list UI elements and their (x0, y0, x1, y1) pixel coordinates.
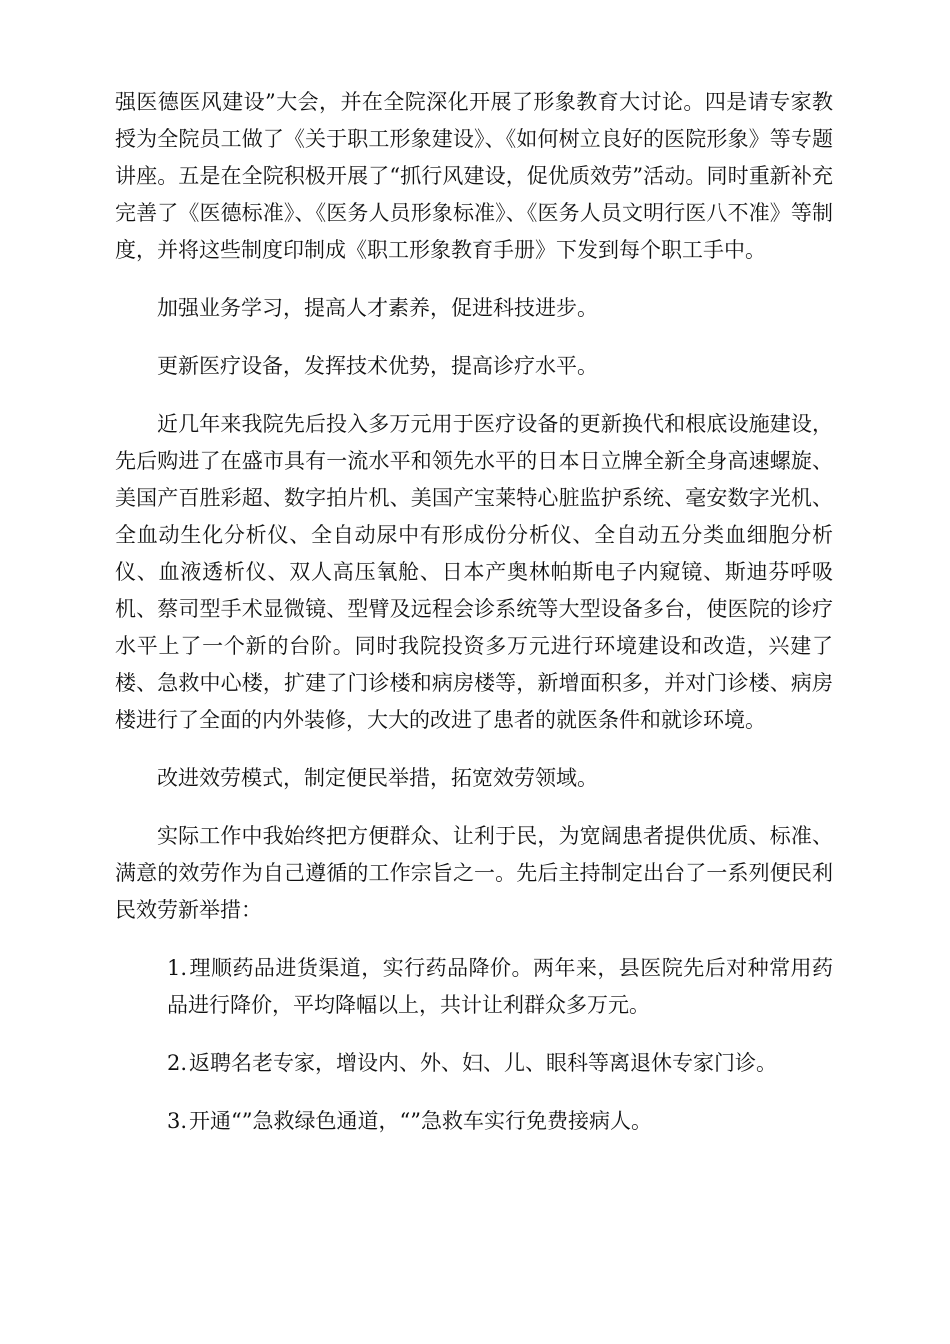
paragraph-service-measures: 实际工作中我始终把方便群众、让利于民，为宽阔患者提供优质、标准、满意的效劳作为自己遵循的工作宗旨之一。先后主持制定出台了一系列便民利民效劳新举措： (115, 824, 833, 922)
list-item-number: 1. (167, 956, 188, 980)
list-item (115, 1045, 833, 1082)
list-item (115, 950, 833, 1024)
paragraph-image-campaign: 强医德医风建设”大会，并在全院深化开展了形象教育大讨论。四是请专家教授为全院员工做了《关于职工形象建设》、《如何树立良好的医院形象》等专题讲座。五是在全院积极开展了“抓行风建设，促优质效劳”活动。同时重新补充完善了《医德标准》、《医务人员形象标准》、《医务人员文明行医八不准》等制度，并将这些制度印制成《职工形象教育手册》下发到每个职工手中。 (115, 90, 833, 262)
list-item-number: 3. (167, 1109, 188, 1133)
list-item-number: 2. (167, 1051, 188, 1075)
list-item-text: 返聘名老专家，增设内、外、妇、儿、眼科等离退休专家门诊。 (189, 1051, 778, 1075)
list-item (115, 1103, 833, 1140)
paragraph-heading-equipment: 更新医疗设备，发挥技术优势，提高诊疗水平。 (157, 354, 598, 378)
paragraph-equipment-investment: 近几年来我院先后投入多万元用于医疗设备的更新换代和根底设施建设，先后购进了在盛市具有一流水平和领先水平的日本日立牌全新全身高速螺旋、美国产百胜彩超、数字拍片机、美国产宝莱特心脏监护系统、毫安数字光机、全血动生化分析仪、全自动尿中有形成份分析仪、全自动五分类血细胞分析仪、血液透析仪、双人高压氧舱、日本产奥林帕斯电子内窥镜、斯迪芬呼吸机、蔡司型手术显微镜、型臂及远程会诊系统等大型设备多台，使医院的诊疗水平上了一个新的台阶。同时我院投资多万元进行环境建设和改造，兴建了楼、急救中心楼，扩建了门诊楼和病房楼等，新增面积多，并对门诊楼、病房楼进行了全面的内外装修，大大的改进了患者的就医条件和就诊环境。 (115, 412, 833, 732)
list-item-text: 开通“”急救绿色通道，“”急救车实行免费接病人。 (189, 1109, 652, 1133)
list-item-text: 理顺药品进货渠道，实行药品降价。两年来，县医院先后对种常用药品进行降价，平均降幅以上，共计让利群众多万元。 (167, 956, 833, 1017)
document-page (115, 84, 833, 1161)
paragraph-heading-service-mode: 改进效劳模式，制定便民举措，拓宽效劳领域。 (157, 766, 598, 790)
paragraph-heading-business-study: 加强业务学习，提高人才素养，促进科技进步。 (157, 296, 598, 320)
